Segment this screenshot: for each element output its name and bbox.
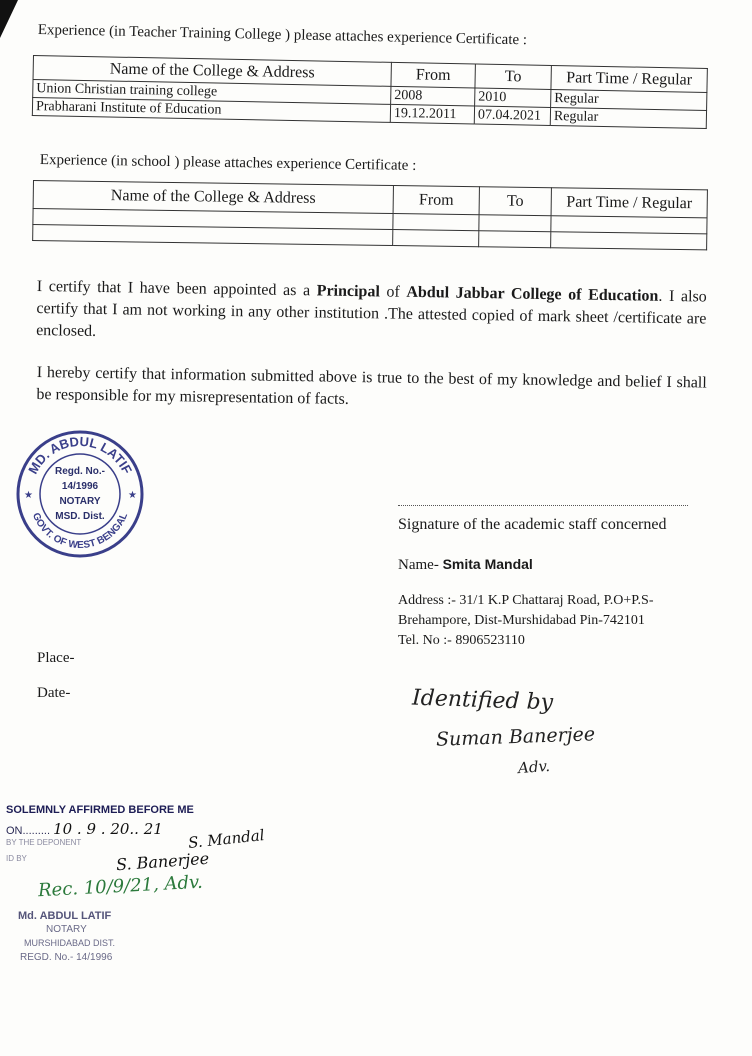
stamp-line-6: NOTARY: [46, 924, 87, 935]
stamp-deponent: BY THE DEPONENT: [6, 838, 82, 847]
identified-by-handwriting: Identified by: [411, 685, 554, 716]
place-label: Place-: [37, 650, 75, 666]
header-to: To: [479, 187, 551, 216]
seal-line-3: NOTARY: [59, 496, 101, 507]
cell-to: 07.04.2021: [474, 106, 550, 125]
address-block: [398, 591, 698, 651]
stamp-line-5: Md. ABDUL LATIF: [18, 910, 112, 922]
header-part-time: Part Time / Regular: [551, 188, 707, 218]
stamp-line-1: SOLEMNLY AFFIRMED BEFORE ME: [6, 804, 194, 816]
stamp-on-prefix: ON.........: [6, 825, 51, 837]
cell-from: 2008: [391, 86, 475, 106]
stamp-line-3: [6, 838, 81, 847]
header-from: From: [391, 62, 475, 88]
cell-to: [479, 215, 551, 232]
college-experience-heading: Experience (in Teacher Training College ) please attaches experience Certificate :: [37, 22, 528, 49]
stamp-date-hand: 10 . 9 . 20.. 21: [53, 820, 163, 838]
stamp-line-8: REGD. No.- 14/1996: [20, 952, 113, 963]
header-name-address: Name of the College & Address: [33, 181, 393, 214]
applicant-name: Smita Mandal: [442, 556, 533, 572]
seal-star-icon: ★: [128, 490, 137, 501]
college-experience-table: [32, 55, 708, 129]
date-label: Date-: [37, 685, 71, 701]
stamp-line-4: ID BY: [6, 854, 27, 863]
corner-mark: [0, 0, 18, 38]
cell-type: Regular: [551, 89, 707, 110]
tel-text: Tel. No :- 8906523110: [398, 633, 525, 648]
cell-from: [393, 214, 479, 231]
header-from: From: [393, 186, 479, 215]
school-experience-heading: Experience (in school ) please attaches experience Certificate :: [39, 152, 417, 174]
seal-line-1: Regd. No.-: [55, 466, 105, 477]
cell-type: [551, 232, 707, 250]
applicant-name-line: [398, 556, 533, 574]
certify-text-1: I certify that I have been appointed as a: [36, 277, 317, 300]
header-name-address: Name of the College & Address: [33, 56, 391, 87]
cell-from: 19.12.2011: [390, 104, 474, 124]
certify-text-2: of: [379, 283, 407, 301]
seal-bottom-text: GOVT. OF WEST BENGAL: [29, 511, 131, 552]
signature-dotted-line: [398, 505, 688, 506]
stamp-green-handwriting: Rec. 10/9/21, Adv.: [37, 871, 204, 902]
cell-to: 2010: [475, 88, 551, 107]
identifier-name-handwriting: Suman Banerjee: [435, 723, 596, 751]
college-name-text: Abdul Jabbar College of Education: [406, 283, 659, 305]
header-part-time: Part Time / Regular: [551, 65, 707, 92]
stamp-line-2: [6, 820, 163, 838]
school-experience-table: [32, 180, 708, 250]
stamp-deponent-hand: S. Mandal: [187, 826, 266, 852]
seal-top-text: MD. ABDUL LATIF: [25, 433, 135, 477]
declaration-paragraph: I hereby certify that information submitted above is true to the best of my knowledge and belief I shall be responsible for my misrepresentation of facts.: [36, 363, 707, 408]
cell-type: Regular: [550, 107, 706, 128]
seal-line-2: 14/1996: [61, 481, 99, 492]
seal-star-icon: ★: [24, 490, 33, 501]
role-text: Principal: [316, 282, 380, 301]
name-label: Name-: [398, 557, 443, 573]
cell-to: [479, 231, 551, 248]
identifier-adv-handwriting: Adv.: [517, 756, 551, 778]
notary-affirmation-stamp: [4, 802, 284, 972]
cell-from: [393, 230, 479, 247]
cell-college: Prabharani Institute of Education: [32, 98, 390, 123]
stamp-id-hand: S. Banerjee: [115, 848, 210, 875]
seal-line-4: MSD. Dist.: [55, 511, 105, 522]
header-to: To: [475, 64, 551, 89]
notary-seal: [14, 428, 146, 560]
address-text: Address :- 31/1 K.P Chattaraj Road, P.O+P.S-Brehampore, Dist-Murshidabad Pin-742101: [398, 593, 654, 628]
stamp-line-7: MURSHIDABAD DIST.: [24, 938, 116, 948]
cell-college: Union Christian training college: [33, 80, 391, 105]
signature-label: Signature of the academic staff concerned: [398, 516, 667, 533]
certify-paragraph: [36, 276, 707, 353]
certify-text-3: . I also certify that I am not working in any other institution .The attested copied of mark sheet /certificate are enclosed.: [36, 287, 707, 340]
